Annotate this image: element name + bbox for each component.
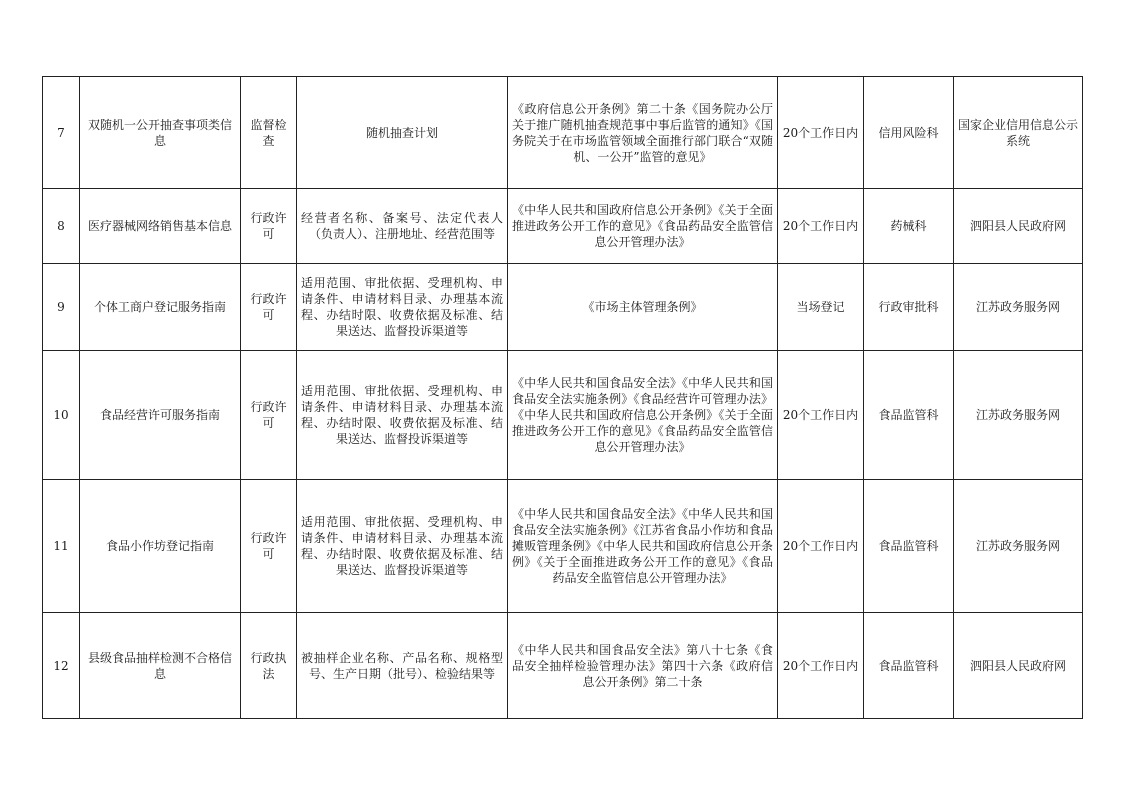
legal-basis: 《中华人民共和国食品安全法》第八十七条《食品安全抽样检验管理办法》第四十六条《政府信息公开条例》第二十条 bbox=[508, 613, 778, 719]
row-number: 9 bbox=[43, 264, 80, 351]
item-name: 食品经营许可服务指南 bbox=[80, 351, 241, 480]
responsible-department: 药械科 bbox=[864, 189, 954, 264]
row-number: 7 bbox=[43, 77, 80, 189]
disclosure-channel: 江苏政务服务网 bbox=[954, 351, 1083, 480]
item-name: 食品小作坊登记指南 bbox=[80, 480, 241, 613]
disclosure-content: 适用范围、审批依据、受理机构、申请条件、申请材料目录、办理基本流程、办结时限、收费依据及标准、结果送达、监督投诉渠道等 bbox=[297, 264, 508, 351]
legal-basis: 《中华人民共和国政府信息公开条例》《关于全面推进政务公开工作的意见》《食品药品安全监管信息公开管理办法》 bbox=[508, 189, 778, 264]
responsible-department: 行政审批科 bbox=[864, 264, 954, 351]
disclosure-channel: 泗阳县人民政府网 bbox=[954, 189, 1083, 264]
table-row bbox=[43, 264, 1083, 351]
disclosure-content: 随机抽查计划 bbox=[297, 77, 508, 189]
table-row bbox=[43, 613, 1083, 719]
time-limit: 20个工作日内 bbox=[778, 189, 864, 264]
responsible-department: 食品监管科 bbox=[864, 613, 954, 719]
item-category: 监督检查 bbox=[241, 77, 297, 189]
disclosure-content: 经营者名称、备案号、法定代表人（负责人）、注册地址、经营范围等 bbox=[297, 189, 508, 264]
time-limit: 20个工作日内 bbox=[778, 480, 864, 613]
table-row bbox=[43, 189, 1083, 264]
item-category: 行政许可 bbox=[241, 264, 297, 351]
item-name: 个体工商户登记服务指南 bbox=[80, 264, 241, 351]
responsible-department: 食品监管科 bbox=[864, 351, 954, 480]
item-name: 医疗器械网络销售基本信息 bbox=[80, 189, 241, 264]
disclosure-content: 被抽样企业名称、产品名称、规格型号、生产日期（批号）、检验结果等 bbox=[297, 613, 508, 719]
responsible-department: 食品监管科 bbox=[864, 480, 954, 613]
disclosure-channel: 江苏政务服务网 bbox=[954, 480, 1083, 613]
legal-basis: 《市场主体管理条例》 bbox=[508, 264, 778, 351]
disclosure-channel: 泗阳县人民政府网 bbox=[954, 613, 1083, 719]
responsible-department: 信用风险科 bbox=[864, 77, 954, 189]
item-name: 县级食品抽样检测不合格信息 bbox=[80, 613, 241, 719]
disclosure-content: 适用范围、审批依据、受理机构、申请条件、申请材料目录、办理基本流程、办结时限、收费依据及标准、结果送达、监督投诉渠道等 bbox=[297, 480, 508, 613]
table-row bbox=[43, 351, 1083, 480]
row-number: 12 bbox=[43, 613, 80, 719]
item-name: 双随机一公开抽查事项类信息 bbox=[80, 77, 241, 189]
table-row bbox=[43, 77, 1083, 189]
legal-basis: 《中华人民共和国食品安全法》《中华人民共和国食品安全法实施条例》《食品经营许可管理办法》《中华人民共和国政府信息公开条例》《关于全面推进政务公开工作的意见》《食品药品安全监管信息公开管理办法》 bbox=[508, 351, 778, 480]
row-number: 8 bbox=[43, 189, 80, 264]
item-category: 行政许可 bbox=[241, 480, 297, 613]
time-limit: 20个工作日内 bbox=[778, 351, 864, 480]
item-category: 行政许可 bbox=[241, 351, 297, 480]
disclosure-channel: 国家企业信用信息公示系统 bbox=[954, 77, 1083, 189]
item-category: 行政执法 bbox=[241, 613, 297, 719]
time-limit: 20个工作日内 bbox=[778, 613, 864, 719]
disclosure-table bbox=[42, 76, 1083, 719]
row-number: 11 bbox=[43, 480, 80, 613]
time-limit: 当场登记 bbox=[778, 264, 864, 351]
disclosure-channel: 江苏政务服务网 bbox=[954, 264, 1083, 351]
row-number: 10 bbox=[43, 351, 80, 480]
item-category: 行政许可 bbox=[241, 189, 297, 264]
legal-basis: 《政府信息公开条例》第二十条《国务院办公厅关于推广随机抽查规范事中事后监管的通知》《国务院关于在市场监管领域全面推行部门联合“双随机、一公开”监管的意见》 bbox=[508, 77, 778, 189]
legal-basis: 《中华人民共和国食品安全法》《中华人民共和国食品安全法实施条例》《江苏省食品小作坊和食品摊贩管理条例》《中华人民共和国政府信息公开条例》《关于全面推进政务公开工作的意见》《食品药品安全监管信息公开管理办法》 bbox=[508, 480, 778, 613]
time-limit: 20个工作日内 bbox=[778, 77, 864, 189]
disclosure-content: 适用范围、审批依据、受理机构、申请条件、申请材料目录、办理基本流程、办结时限、收费依据及标准、结果送达、监督投诉渠道等 bbox=[297, 351, 508, 480]
table-row bbox=[43, 480, 1083, 613]
